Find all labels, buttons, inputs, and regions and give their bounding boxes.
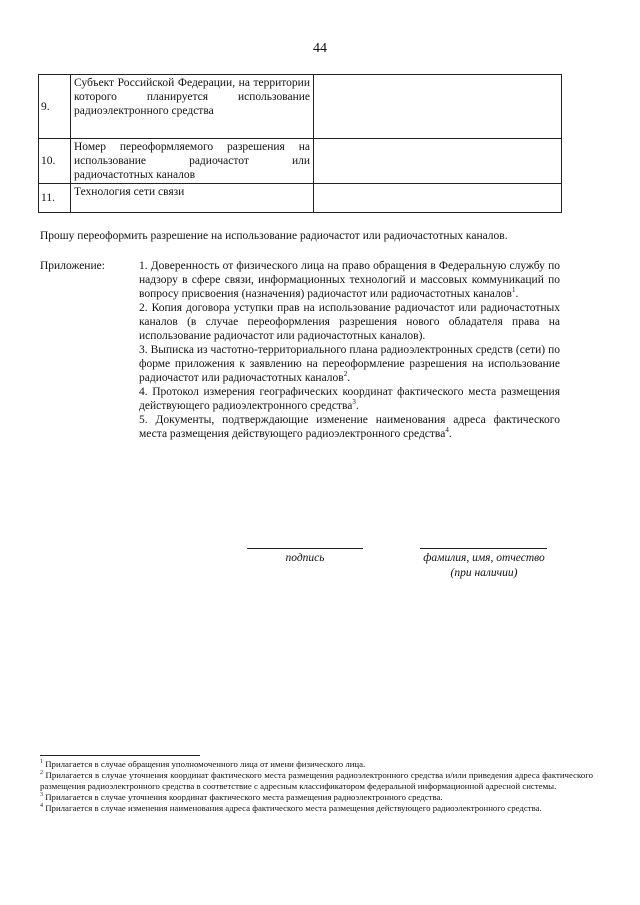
row-label: Номер переоформляемого разрешения на использование радиочастот или радиочастотных каналов xyxy=(71,139,314,184)
attachment-text: 2. Копия договора уступки прав на использование радиочастот или радиочастотных каналов (в случае переоформления разрешения нового обладателя права на использование радиочастот или радиочастотных каналов). xyxy=(139,302,560,342)
attachment-item xyxy=(139,413,560,441)
table-row xyxy=(39,139,562,184)
attachment-item xyxy=(139,343,560,385)
full-name-line[interactable] xyxy=(420,548,547,549)
attachment-end: . xyxy=(355,400,359,412)
attachment-end: . xyxy=(448,428,452,440)
attachment-end: . xyxy=(515,288,519,300)
footnote-marker: 1 xyxy=(40,759,43,766)
signature-caption: подпись xyxy=(285,552,325,564)
page-number: 44 xyxy=(313,41,327,56)
footnote xyxy=(40,770,593,792)
attachment-text: 5. Документы, подтверждающие изменение наименования адреса фактического места размещения действующего радиоэлектронного средства xyxy=(139,414,560,440)
attachments-list xyxy=(139,259,560,441)
footnote-ref: 3 xyxy=(352,398,356,407)
attachment-item xyxy=(139,385,560,413)
footnote xyxy=(40,792,593,803)
attachments-label: Приложение: xyxy=(40,260,105,272)
footnote-text: Прилагается в случае обращения уполномоченного лица от имени физического лица. xyxy=(45,759,366,769)
row-value-field[interactable] xyxy=(314,75,562,139)
table-row xyxy=(39,75,562,139)
row-number: 11. xyxy=(39,184,71,213)
footnote-ref: 1 xyxy=(511,286,516,295)
footnote-ref: 4 xyxy=(445,426,449,435)
footnote-marker: 2 xyxy=(40,770,43,777)
footnote-ref: 2 xyxy=(343,370,348,379)
row-label: Технология сети связи xyxy=(71,184,314,213)
footnotes xyxy=(40,759,593,814)
footnote xyxy=(40,759,593,770)
row-value-field[interactable] xyxy=(314,139,562,184)
attachment-item xyxy=(139,301,560,343)
footnote-text: Прилагается в случае уточнения координат фактического места размещения радиоэлектронного средства. xyxy=(45,792,443,802)
attachment-text: 1. Доверенность от физического лица на право обращения в Федеральную службу по надзору в сфере связи, информационных технологий и массовых коммуникаций по вопросу присвоения (назначения) радиочастот или радиочастотных каналов xyxy=(139,260,560,300)
row-value-field[interactable] xyxy=(314,184,562,213)
attachment-item xyxy=(139,259,560,301)
footnote-text: Прилагается в случае изменения наименования адреса фактического места размещения действующего радиоэлектронного средства. xyxy=(45,803,542,813)
footnote-divider xyxy=(40,755,200,756)
row-number: 10. xyxy=(39,139,71,184)
signature-line[interactable] xyxy=(247,548,363,549)
footnote-marker: 4 xyxy=(40,803,43,810)
full-name-caption-note: (при наличии) xyxy=(450,567,518,579)
row-label: Субъект Российской Федерации, на территории которого планируется использование радиоэлектронного средства xyxy=(71,75,314,139)
form-table xyxy=(38,74,562,213)
footnote-text: Прилагается в случае уточнения координат фактического места размещения радиоэлектронного средства и/или приведения адреса фактического размещения радиоэлектронного средства в соответствие с адресным классификатором федеральной информационной адресной системы. xyxy=(40,770,593,791)
row-number: 9. xyxy=(39,75,71,139)
request-statement: Прошу переоформить разрешение на использование радиочастот или радиочастотных каналов. xyxy=(40,230,508,242)
full-name-caption: фамилия, имя, отчество xyxy=(423,552,545,564)
footnote xyxy=(40,803,593,814)
attachment-text: 3. Выписка из частотно-территориального плана радиоэлектронных средств (сети) по форме приложения к заявлению на переоформление разрешения на использование радиочастот или радиочастотных каналов xyxy=(139,344,560,384)
table-row xyxy=(39,184,562,213)
attachment-text: 4. Протокол измерения географических координат фактического места размещения действующего радиоэлектронного средства xyxy=(139,386,560,412)
attachment-end: . xyxy=(347,372,351,384)
footnote-marker: 3 xyxy=(40,792,43,799)
